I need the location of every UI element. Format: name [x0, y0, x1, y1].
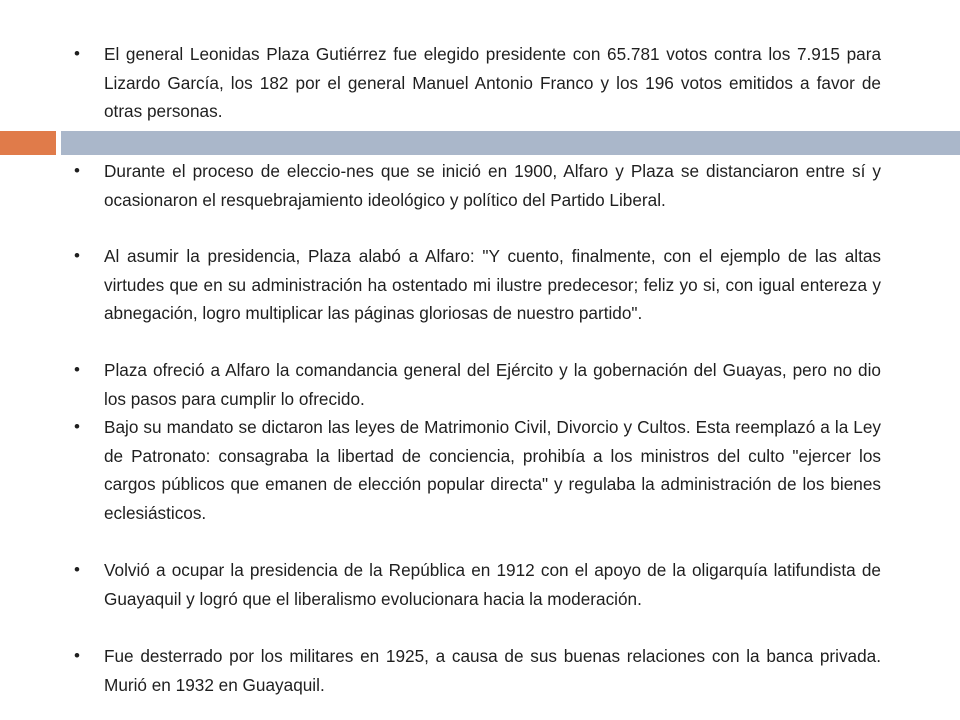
bullet-item-offer: [74, 356, 881, 413]
bullet-text: Fue desterrado por los militares en 1925, a causa de sus buenas relaciones con la banca privada. Murió en 1932 en Guayaquil.: [104, 646, 881, 695]
bullet-dot-icon: •: [74, 560, 80, 579]
bullet-item-laws: [74, 413, 881, 527]
bullet-dot-icon: •: [74, 161, 80, 180]
bullet-item-election: [74, 40, 881, 126]
bullet-item-praise: [74, 242, 881, 328]
bullet-dot-icon: •: [74, 417, 80, 436]
bullet-text: Volvió a ocupar la presidencia de la República en 1912 con el apoyo de la oligarquía latifundista de Guayaquil y logró que el liberalismo evolucionara hacia la moderación.: [104, 560, 881, 609]
bullet-text: Al asumir la presidencia, Plaza alabó a Alfaro: "Y cuento, finalmente, con el ejemplo de las altas virtudes que en su administración ha ostentado mi ilustre predecesor; feliz yo si, con igual entereza y abnegación, logro multiplicar las páginas gloriosas de nuestro partido".: [104, 246, 881, 324]
bullet-text: Durante el proceso de eleccio-nes que se inició en 1900, Alfaro y Plaza se distanciaron entre sí y ocasionaron el resquebrajamiento ideológico y político del Partido Liberal.: [104, 161, 881, 210]
bullet-item-distancing: [74, 157, 881, 214]
bullet-dot-icon: •: [74, 246, 80, 265]
bullet-dot-icon: •: [74, 360, 80, 379]
bullet-dot-icon: •: [74, 646, 80, 665]
bullet-dot-icon: •: [74, 44, 80, 63]
bullet-item-second-term: [74, 556, 881, 613]
bullet-item-exile: [74, 642, 881, 699]
bullet-text: Bajo su mandato se dictaron las leyes de Matrimonio Civil, Divorcio y Cultos. Esta reemplazó a la Ley de Patronato: consagraba la libertad de conciencia, prohibía a los ministros del culto "ejercer los cargos públicos que emanen de elección popular directa" y regulaba la administración de los bienes eclesiásticos.: [104, 417, 881, 523]
bullet-text: Plaza ofreció a Alfaro la comandancia general del Ejército y la gobernación del Guayas, pero no dio los pasos para cumplir lo ofrecido.: [104, 360, 881, 409]
bullet-text: El general Leonidas Plaza Gutiérrez fue elegido presidente con 65.781 votos contra los 7.915 para Lizardo García, los 182 por el general Manuel Antonio Franco y los 196 votos emitidos a favor de otras personas.: [104, 44, 881, 122]
